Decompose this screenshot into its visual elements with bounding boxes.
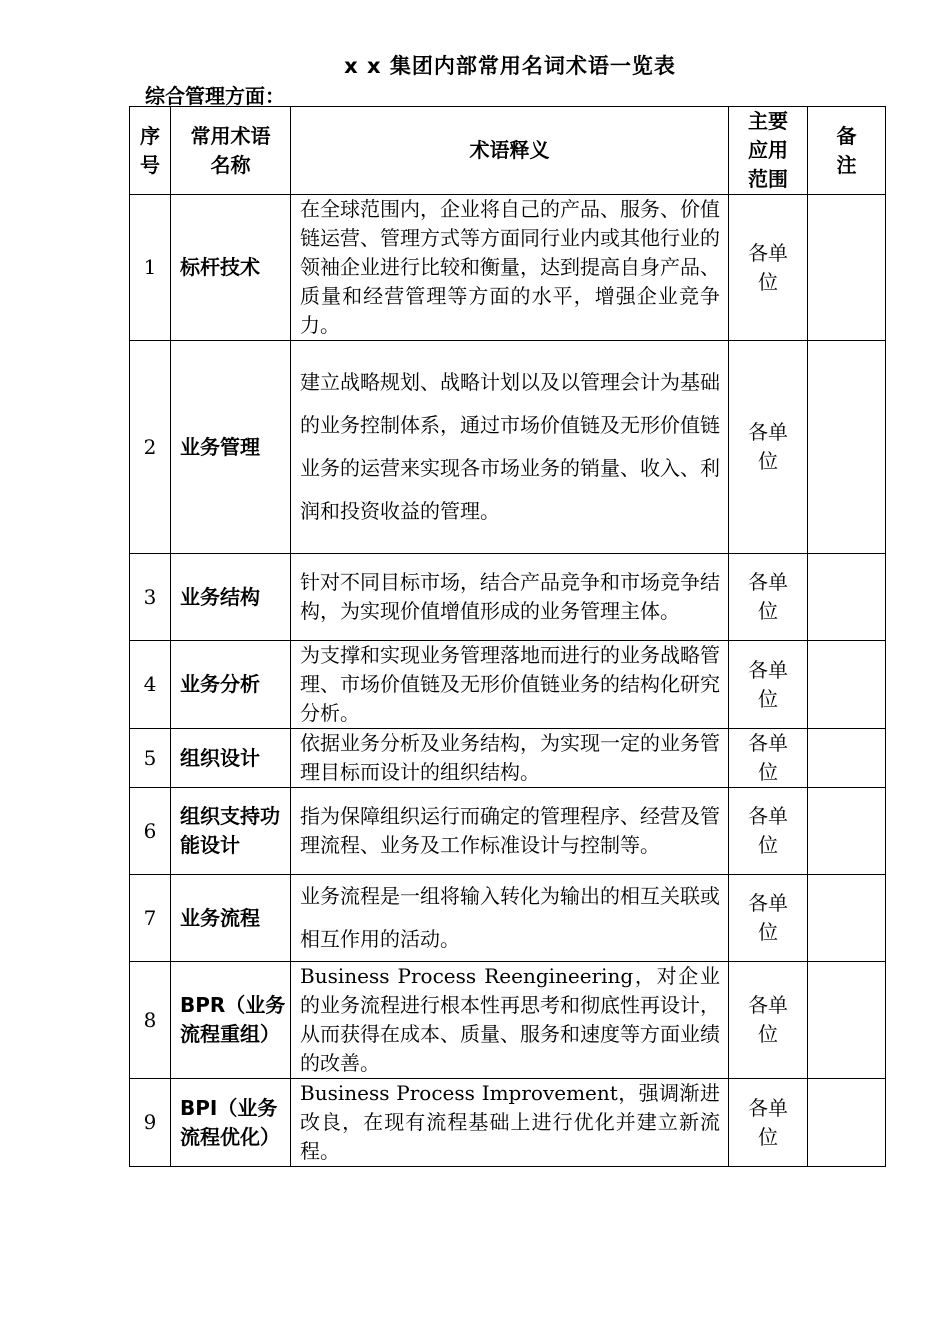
table-header-row bbox=[130, 107, 886, 195]
header-scope: 主要应用范围 bbox=[729, 107, 808, 195]
row-term: 业务流程 bbox=[171, 875, 291, 962]
row-term: BPR（业务流程重组） bbox=[171, 962, 291, 1079]
row-term: 业务结构 bbox=[171, 554, 291, 641]
row-definition: 为支撑和实现业务管理落地而进行的业务战略管理、市场价值链及无形价值链业务的结构化研究分析。 bbox=[291, 641, 729, 729]
row-term: 组织支持功能设计 bbox=[171, 788, 291, 875]
row-note bbox=[808, 1079, 886, 1167]
section-heading: 综合管理方面： bbox=[145, 84, 285, 108]
row-note bbox=[808, 875, 886, 962]
header-note: 备注 bbox=[808, 107, 886, 195]
row-num: 2 bbox=[130, 341, 171, 554]
row-scope: 各单位 bbox=[729, 1079, 808, 1167]
row-definition: 在全球范围内，企业将自己的产品、服务、价值链运营、管理方式等方面同行业内或其他行业的领袖企业进行比较和衡量，达到提高自身产品、质量和经营管理等方面的水平，增强企业竞争力。 bbox=[291, 195, 729, 341]
row-note bbox=[808, 788, 886, 875]
header-num: 序号 bbox=[130, 107, 171, 195]
row-definition: Business Process Improvement，强调渐进改良，在现有流程基础上进行优化并建立新流程。 bbox=[291, 1079, 729, 1167]
row-num: 7 bbox=[130, 875, 171, 962]
row-term: 业务管理 bbox=[171, 341, 291, 554]
row-num: 8 bbox=[130, 962, 171, 1079]
row-num: 1 bbox=[130, 195, 171, 341]
row-term: BPI（业务流程优化） bbox=[171, 1079, 291, 1167]
row-definition: 依据业务分析及业务结构，为实现一定的业务管理目标而设计的组织结构。 bbox=[291, 729, 729, 788]
row-scope: 各单位 bbox=[729, 875, 808, 962]
table-row bbox=[130, 875, 886, 962]
row-note bbox=[808, 554, 886, 641]
page-title: x x 集团内部常用名词术语一览表 bbox=[344, 54, 676, 78]
row-term: 标杆技术 bbox=[171, 195, 291, 341]
header-name: 常用术语名称 bbox=[171, 107, 291, 195]
row-note bbox=[808, 641, 886, 729]
row-scope: 各单位 bbox=[729, 554, 808, 641]
row-definition: 针对不同目标市场，结合产品竞争和市场竞争结构，为实现价值增值形成的业务管理主体。 bbox=[291, 554, 729, 641]
row-note bbox=[808, 729, 886, 788]
row-num: 3 bbox=[130, 554, 171, 641]
row-note bbox=[808, 195, 886, 341]
table-row bbox=[130, 1079, 886, 1167]
row-num: 9 bbox=[130, 1079, 171, 1167]
row-scope: 各单位 bbox=[729, 195, 808, 341]
table-row bbox=[130, 729, 886, 788]
table-row bbox=[130, 641, 886, 729]
row-num: 6 bbox=[130, 788, 171, 875]
table-row bbox=[130, 962, 886, 1079]
row-scope: 各单位 bbox=[729, 962, 808, 1079]
row-note bbox=[808, 341, 886, 554]
row-definition: 业务流程是一组将输入转化为输出的相互关联或相互作用的活动。 bbox=[291, 875, 729, 962]
row-term: 业务分析 bbox=[171, 641, 291, 729]
row-scope: 各单位 bbox=[729, 729, 808, 788]
header-definition: 术语释义 bbox=[291, 107, 729, 195]
row-scope: 各单位 bbox=[729, 641, 808, 729]
row-definition: 指为保障组织运行而确定的管理程序、经营及管理流程、业务及工作标准设计与控制等。 bbox=[291, 788, 729, 875]
row-note bbox=[808, 962, 886, 1079]
row-scope: 各单位 bbox=[729, 788, 808, 875]
table-row bbox=[130, 341, 886, 554]
row-scope: 各单位 bbox=[729, 341, 808, 554]
row-num: 4 bbox=[130, 641, 171, 729]
row-term: 组织设计 bbox=[171, 729, 291, 788]
table-row bbox=[130, 195, 886, 341]
table-row bbox=[130, 788, 886, 875]
table-row bbox=[130, 554, 886, 641]
terms-table bbox=[129, 106, 886, 1167]
row-definition: 建立战略规划、战略计划以及以管理会计为基础的业务控制体系，通过市场价值链及无形价值链业务的运营来实现各市场业务的销量、收入、利润和投资收益的管理。 bbox=[291, 341, 729, 554]
row-definition: Business Process Reengineering，对企业的业务流程进行根本性再思考和彻底性再设计，从而获得在成本、质量、服务和速度等方面业绩的改善。 bbox=[291, 962, 729, 1079]
row-num: 5 bbox=[130, 729, 171, 788]
